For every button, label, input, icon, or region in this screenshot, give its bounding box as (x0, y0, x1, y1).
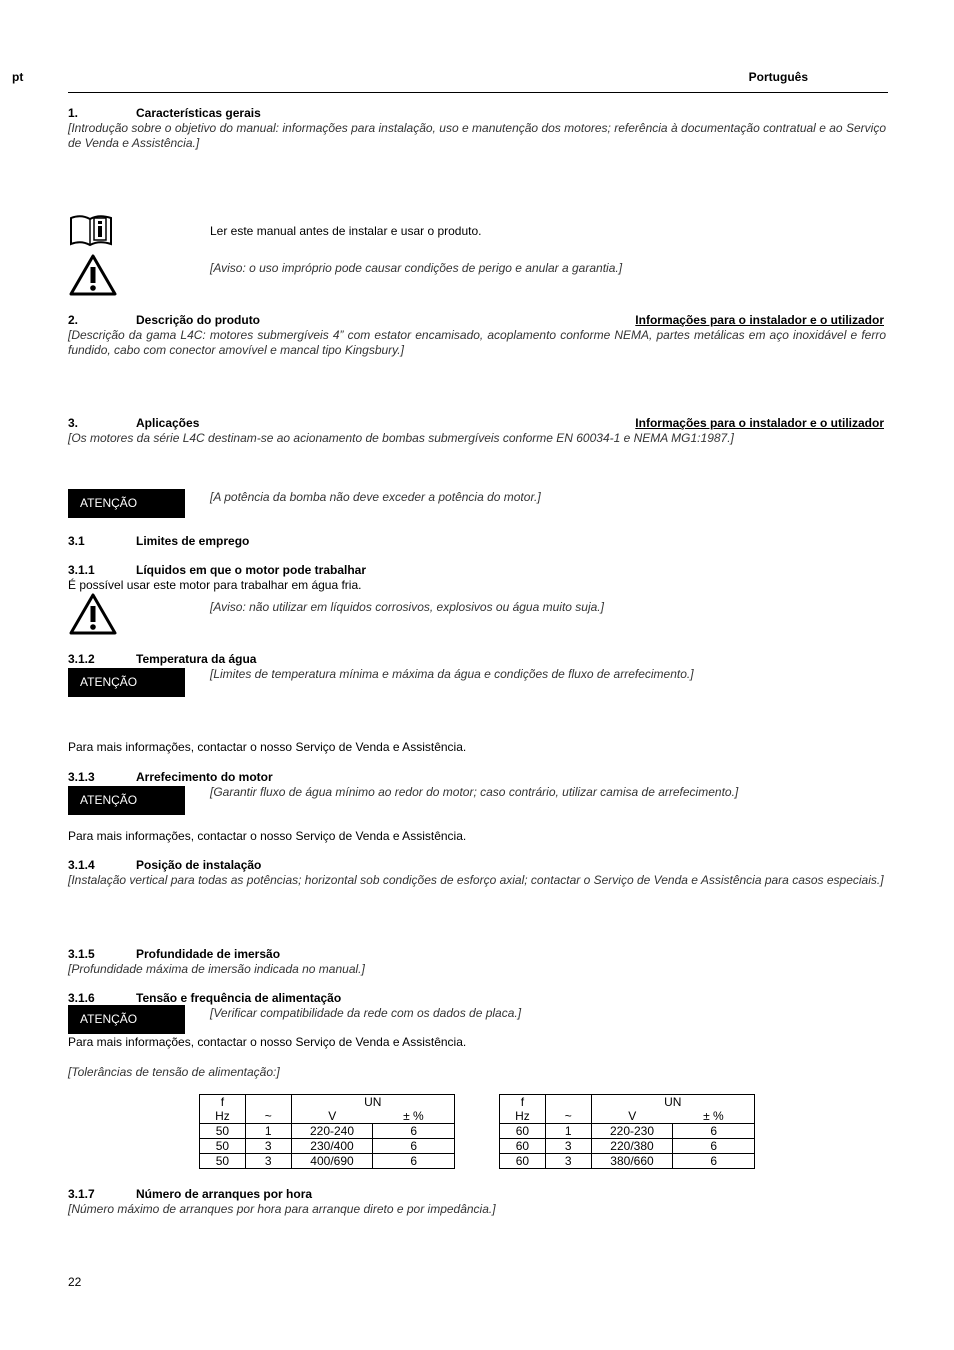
voltage-table-60hz: f UN Hz ~ V ± % 60 1 220-230 6 60 3 220/380 6 60 3 380/660 6 (499, 1094, 755, 1169)
section-2-body: [Descrição da gama L4C: motores submergíveis 4” com estator encamisado, acoplamento conforme NEMA, partes metálicas em aço inoxidável e ferro fundido, cabo com conector amovível e mancal tipo Kingsbury.] (68, 328, 886, 357)
section-2-audience: Informações para o instalador e o utilizador (635, 313, 884, 327)
warning-triangle-icon (68, 253, 118, 300)
voltage-tolerance-intro: [Tolerâncias de tensão de alimentação:] (68, 1065, 280, 1079)
section-3-1-5-heading: 3.1.5 Profundidade de imersão (68, 947, 281, 961)
contact-note: Para mais informações, contactar o nosso Serviço de Venda e Assistência. (68, 829, 467, 843)
table-row: 60 3 380/660 6 (500, 1154, 755, 1169)
immersion-depth-text: [Profundidade máxima de imersão indicada no manual.] (68, 962, 365, 976)
section-3-heading: 3. Aplicações Informações para o instalador e o utilizador (68, 416, 884, 430)
voltage-check-text: [Verificar compatibilidade da rede com os dados de placa.] (210, 1006, 522, 1020)
contact-note: Para mais informações, contactar o nosso Serviço de Venda e Assistência. (68, 740, 467, 754)
table-row: 50 1 220-240 6 (200, 1124, 455, 1139)
table-row: 50 3 400/690 6 (200, 1154, 455, 1169)
voltage-table-50hz: f UN Hz ~ V ± % 50 1 220-240 6 50 3 230/400 6 50 3 400/690 6 (199, 1094, 455, 1169)
section-3-audience: Informações para o instalador e o utilizador (635, 416, 884, 430)
starts-per-hour-text: [Número máximo de arranques por hora para arranque direto e por impedância.] (68, 1202, 496, 1216)
lang-name: Português (748, 70, 808, 84)
section-2-heading: 2. Descrição do produto Informações para o instalador e o utilizador (68, 313, 884, 327)
section-3-1-4-heading: 3.1.4 Posição de instalação (68, 858, 262, 872)
section-3-1-1-line: É possível usar este motor para trabalhar em água fria. (68, 578, 362, 592)
section-1-body: [Introdução sobre o objetivo do manual: informações para instalação, uso e manutenção dos motores; referência à documentação contratual e ao Serviço de Venda e Assistência.] (68, 121, 886, 150)
attention-badge: ATENÇÃO (68, 786, 185, 815)
attention-badge: ATENÇÃO (68, 489, 185, 518)
water-temp-text: [Limites de temperatura mínima e máxima da água e condições de fluxo de arrefecimento.] (210, 667, 694, 681)
section-3-1-1-heading: 3.1.1 Líquidos em que o motor pode trabalhar (68, 563, 367, 577)
lang-code: pt (12, 70, 24, 84)
installation-position-text: [Instalação vertical para todas as potências; horizontal sob condições de esforço axial; contactar o Serviço de Venda e Assistência para casos especiais.] (68, 873, 884, 887)
pump-power-note: [A potência da bomba não deve exceder a potência do motor.] (210, 490, 541, 504)
table-row: 60 3 220/380 6 (500, 1139, 755, 1154)
section-3-1-6-heading: 3.1.6 Tensão e frequência de alimentação (68, 991, 342, 1005)
page-number: 22 (68, 1275, 82, 1289)
manual-book-icon (68, 212, 114, 251)
cooling-text: [Garantir fluxo de água mínimo ao redor do motor; caso contrário, utilizar camisa de arrefecimento.] (210, 785, 739, 799)
improper-use-warning: [Aviso: o uso impróprio pode causar condições de perigo e anular a garantia.] (210, 261, 623, 275)
section-3-1-7-heading: 3.1.7 Número de arranques por hora (68, 1187, 313, 1201)
warning-triangle-icon (68, 592, 118, 639)
section-3-1-heading: 3.1 Limites de emprego (68, 534, 250, 548)
section-3-1-3-heading: 3.1.3 Arrefecimento do motor (68, 770, 273, 784)
header-rule (68, 92, 888, 93)
attention-badge: ATENÇÃO (68, 668, 185, 697)
section-3-1-2-heading: 3.1.2 Temperatura da água (68, 652, 257, 666)
section-3-body: [Os motores da série L4C destinam-se ao acionamento de bombas submergíveis conforme EN 60034-1 e NEMA MG1:1987.] (68, 431, 734, 445)
liquids-warning: [Aviso: não utilizar em líquidos corrosivos, explosivos ou água muito suja.] (210, 600, 604, 614)
table-row: 50 3 230/400 6 (200, 1139, 455, 1154)
contact-note: Para mais informações, contactar o nosso Serviço de Venda e Assistência. (68, 1035, 467, 1049)
section-1-heading: 1. Características gerais (68, 106, 261, 120)
read-manual-note: Ler este manual antes de instalar e usar o produto. (210, 224, 482, 238)
attention-badge: ATENÇÃO (68, 1005, 185, 1034)
table-row: 60 1 220-230 6 (500, 1124, 755, 1139)
